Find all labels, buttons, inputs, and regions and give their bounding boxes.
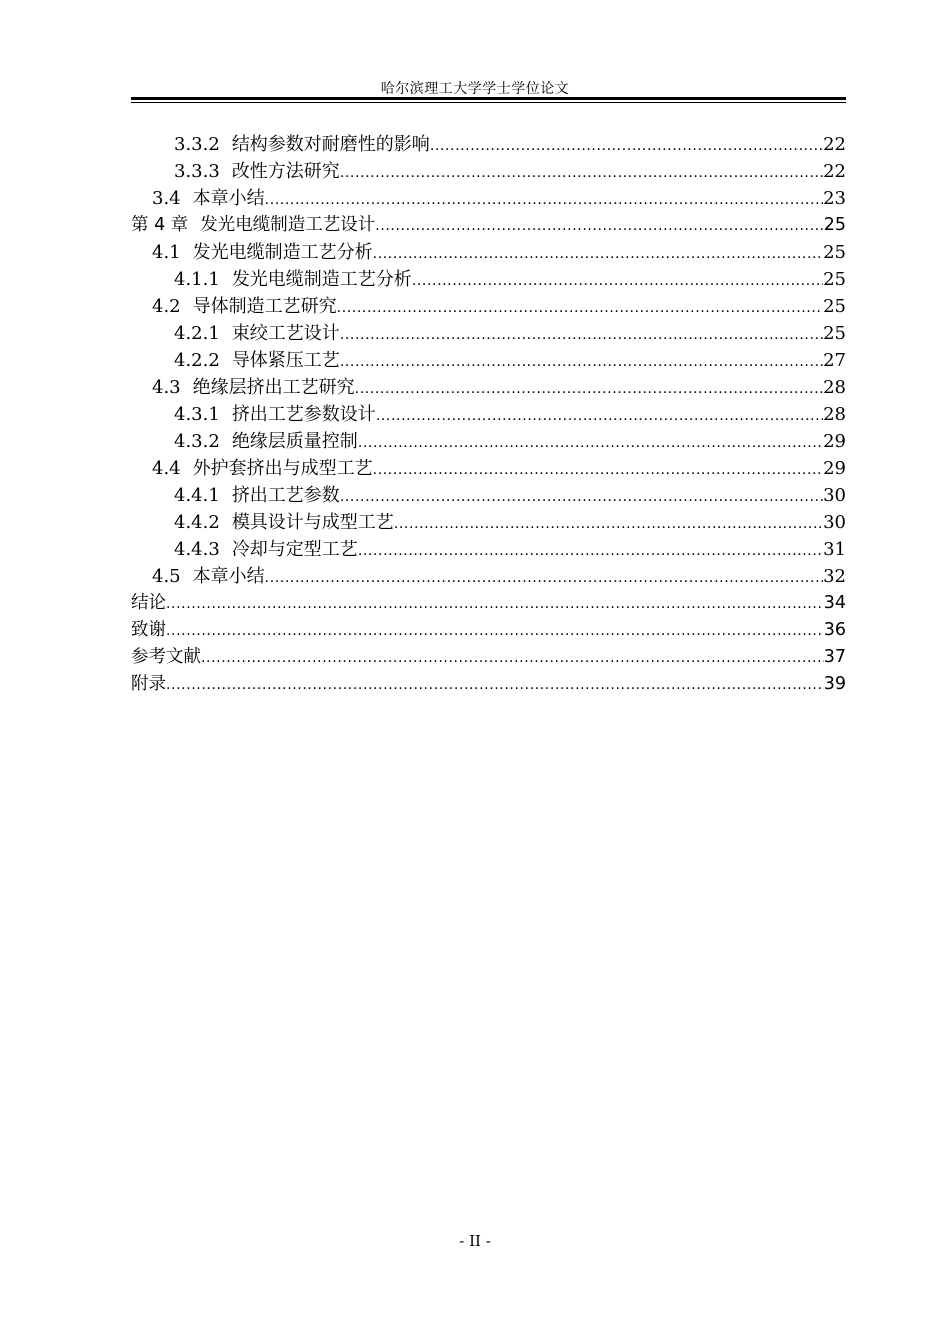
toc-dot-leader — [373, 239, 823, 268]
toc-entry-title: 冷却与定型工艺 — [231, 539, 358, 560]
toc-entry-title: 本章小结 — [192, 566, 265, 587]
toc-dot-leader — [201, 644, 824, 672]
toc-dot-leader — [166, 590, 824, 618]
toc-entry-number: 4.5 — [152, 566, 181, 587]
toc-entry-page: 25 — [823, 269, 846, 290]
toc-dot-leader — [394, 509, 823, 538]
toc-entry-title: 绝缘层挤出工艺研究 — [192, 377, 355, 398]
toc-entry-title: 发光电缆制造工艺分析 — [192, 242, 373, 263]
toc-entry[interactable] — [131, 293, 846, 320]
toc-entry-page: 28 — [823, 404, 846, 425]
header-rule-thin — [131, 102, 846, 103]
toc-entry-number: 4.4.1 — [174, 485, 220, 506]
toc-dot-leader — [166, 617, 824, 645]
toc-entry-number: 3.4 — [152, 188, 181, 209]
toc-entry-title: 附录 — [131, 674, 166, 694]
toc-dot-leader — [430, 131, 823, 160]
toc-entry-number: 4.3.1 — [174, 404, 220, 425]
toc-entry-title: 导体制造工艺研究 — [192, 296, 337, 317]
toc-entry-title: 模具设计与成型工艺 — [231, 512, 394, 533]
toc-entry-number: 4.1.1 — [174, 269, 220, 290]
toc-dot-leader — [337, 293, 823, 322]
toc-entry-title: 致谢 — [131, 620, 166, 640]
toc-entry[interactable] — [131, 320, 846, 347]
toc-entry[interactable] — [131, 185, 846, 212]
toc-entry-title: 结论 — [131, 593, 166, 613]
toc-entry[interactable] — [131, 131, 846, 158]
toc-entry-number: 3.3.2 — [174, 134, 220, 155]
toc-entry-number: 4.4.3 — [174, 539, 220, 560]
toc-entry[interactable] — [131, 239, 846, 266]
toc-dot-leader — [373, 455, 823, 484]
page-number: - II - — [459, 1232, 491, 1250]
toc-entry-title: 结构参数对耐磨性的影响 — [231, 134, 430, 155]
toc-dot-leader — [340, 347, 823, 376]
toc-entry[interactable] — [131, 536, 846, 563]
toc-entry-number: 4.3 — [152, 377, 181, 398]
toc-dot-leader — [355, 374, 823, 403]
toc-dot-leader — [358, 536, 823, 565]
toc-dot-leader — [358, 428, 823, 457]
toc-entry-title: 改性方法研究 — [231, 161, 340, 182]
toc-entry-title: 挤出工艺参数设计 — [231, 404, 376, 425]
toc-entry[interactable] — [131, 590, 846, 617]
toc-entry-title: 挤出工艺参数 — [231, 485, 340, 506]
toc-dot-leader — [412, 266, 823, 295]
toc-entry[interactable] — [131, 644, 846, 671]
toc-entry-page: 22 — [823, 161, 846, 182]
toc-entry-page: 25 — [823, 323, 846, 344]
toc-entry-number: 4.2.1 — [174, 323, 220, 344]
toc-dot-leader — [265, 563, 823, 592]
toc-entry-title: 外护套挤出与成型工艺 — [192, 458, 373, 479]
table-of-contents — [131, 131, 846, 698]
toc-entry-page: 30 — [823, 512, 846, 533]
toc-entry[interactable] — [131, 158, 846, 185]
toc-entry-page: 39 — [823, 674, 846, 694]
toc-entry[interactable] — [131, 428, 846, 455]
toc-entry-page: 28 — [823, 377, 846, 398]
toc-dot-leader — [265, 185, 823, 214]
toc-entry[interactable] — [131, 374, 846, 401]
header-title: 哈尔滨理工大学学士学位论文 — [380, 81, 570, 97]
toc-dot-leader — [376, 401, 823, 430]
header-rule-thick — [131, 97, 846, 100]
toc-entry[interactable] — [131, 401, 846, 428]
toc-entry-title: 发光电缆制造工艺设计 — [200, 215, 376, 235]
toc-dot-leader — [375, 212, 823, 240]
toc-entry-title: 束绞工艺设计 — [231, 323, 340, 344]
toc-entry-page: 30 — [823, 485, 846, 506]
toc-entry-title: 导体紧压工艺 — [231, 350, 340, 371]
toc-entry-title: 绝缘层质量控制 — [231, 431, 358, 452]
toc-entry-number: 4.3.2 — [174, 431, 220, 452]
toc-entry[interactable] — [131, 347, 846, 374]
toc-entry-page: 25 — [823, 296, 846, 317]
toc-entry[interactable] — [131, 617, 846, 644]
toc-entry-number: 4.2.2 — [174, 350, 220, 371]
toc-entry-number: 第 4 章 — [131, 215, 189, 235]
toc-entry-page: 22 — [823, 134, 846, 155]
toc-entry-title: 本章小结 — [192, 188, 265, 209]
toc-entry-page: 27 — [823, 350, 846, 371]
toc-entry-page: 34 — [823, 593, 846, 613]
toc-dot-leader — [340, 158, 823, 187]
toc-entry-number: 4.1 — [152, 242, 181, 263]
toc-entry[interactable] — [131, 455, 846, 482]
toc-entry-number: 4.4.2 — [174, 512, 220, 533]
toc-entry[interactable] — [131, 509, 846, 536]
toc-entry-number: 4.4 — [152, 458, 181, 479]
toc-entry-page: 25 — [823, 215, 846, 235]
toc-entry-title: 参考文献 — [131, 647, 201, 667]
toc-entry-page: 25 — [823, 242, 846, 263]
toc-dot-leader — [340, 320, 823, 349]
toc-entry-page: 36 — [823, 620, 846, 640]
toc-entry-number: 4.2 — [152, 296, 181, 317]
toc-entry[interactable] — [131, 671, 846, 698]
toc-entry-page: 31 — [823, 539, 846, 560]
toc-entry[interactable] — [131, 212, 846, 239]
toc-entry-page: 23 — [823, 188, 846, 209]
toc-entry-title: 发光电缆制造工艺分析 — [231, 269, 412, 290]
toc-entry-page: 29 — [823, 458, 846, 479]
toc-dot-leader — [166, 671, 824, 699]
toc-entry-page: 32 — [823, 566, 846, 587]
toc-entry[interactable] — [131, 266, 846, 293]
toc-dot-leader — [340, 482, 823, 511]
toc-entry-number: 3.3.3 — [174, 161, 220, 182]
toc-entry-page: 29 — [823, 431, 846, 452]
toc-entry[interactable] — [131, 563, 846, 590]
toc-entry-page: 37 — [823, 647, 846, 667]
toc-entry[interactable] — [131, 482, 846, 509]
